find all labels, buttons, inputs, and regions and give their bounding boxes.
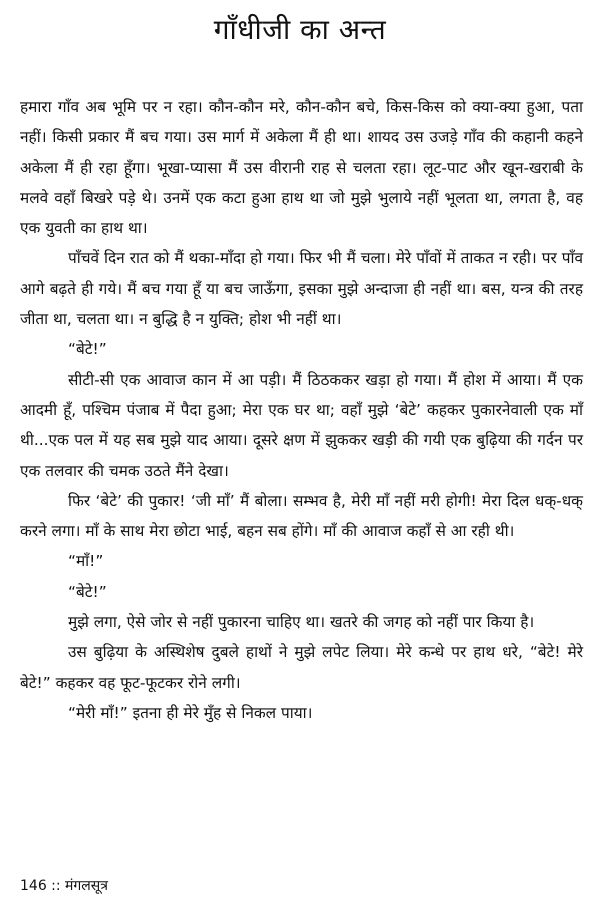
dialogue-line: “बेटे!” <box>68 340 107 359</box>
paragraph: उस बुढ़िया के अस्थिशेष दुबले हाथों ने मुझे लपेट लिया। मेरे कन्धे पर हाथ धरे, “बेटे! मेरे बेटे!” कहकर वह फूट-फूटकर रोने लगी। <box>20 643 583 692</box>
paragraph: फिर ‘बेटे’ की पुकार! ‘जी माँ’ मैं बोला। सम्भव है, मेरी माँ नहीं मरी होगी! मेरा दिल धक्-धक् करने लगा। माँ के साथ मेरा छोटा भाई, बहन सब होंगे। माँ की आवाज कहाँ से आ रही थी। <box>20 491 583 541</box>
paragraph: “मेरी माँ!” इतना ही मेरे मुँह से निकल पाया। <box>68 703 313 722</box>
chapter-body <box>20 92 583 728</box>
dialogue-line: “माँ!” <box>68 552 104 571</box>
paragraph: सीटी-सी एक आवाज कान में आ पड़ी। मैं ठिठककर खड़ा हो गया। मैं होश में आया। मैं एक आदमी हूँ, पश्चिम पंजाब में पैदा हुआ; मेरा एक घर था; वहाँ मुझे ‘बेटे’ कहकर पुकारनेवाली एक माँ थी...एक पल में यह सब मुझे याद आया। दूसरे क्षण में झुककर खड़ी की गयी एक बुढ़िया की गर्दन पर एक तलवार की चमक उठते मैंने देखा। <box>20 370 583 480</box>
paragraph: मुझे लगा, ऐसे जोर से नहीं पुकारना चाहिए था। खतरे की जगह को नहीं पार किया है। <box>68 613 535 632</box>
chapter-title: गाँधीजी का अन्त <box>213 13 387 46</box>
paragraph: पाँचवें दिन रात को मैं थका-माँदा हो गया। फिर भी मैं चला। मेरे पाँवों में ताकत न रही। पर पाँव आगे बढ़ते ही गये। मैं बच गया हूँ या बच जाऊँगा, इसका मुझे अन्दाजा ही नहीं था। बस, यन्त्र की तरह जीता था, चलता था। न बुद्धि है न युक्ति; होश भी नहीं था। <box>20 249 583 329</box>
page-footer: 146 :: मंगलसूत्र <box>20 878 108 894</box>
paragraph: हमारा गाँव अब भूमि पर न रहा। कौन-कौन मरे, कौन-कौन बचे, किस-किस को क्या-क्या हुआ, पता नहीं। किसी प्रकार मैं बच गया। उस मार्ग में अकेला मैं ही था। शायद उस उजड़े गाँव की कहानी कहने अकेला मैं ही रहा हूँगा। भूखा-प्यासा मैं उस वीरानी राह से चलता रहा। लूट-पाट और खून-खराबी के मलवे वहाँ बिखरे पड़े थे। उनमें एक कटा हुआ हाथ था जो मुझे भुलाये नहीं भूलता था, लगता है, वह एक युवती का हाथ था। <box>20 98 583 238</box>
dialogue-line: “बेटे!” <box>68 582 107 601</box>
